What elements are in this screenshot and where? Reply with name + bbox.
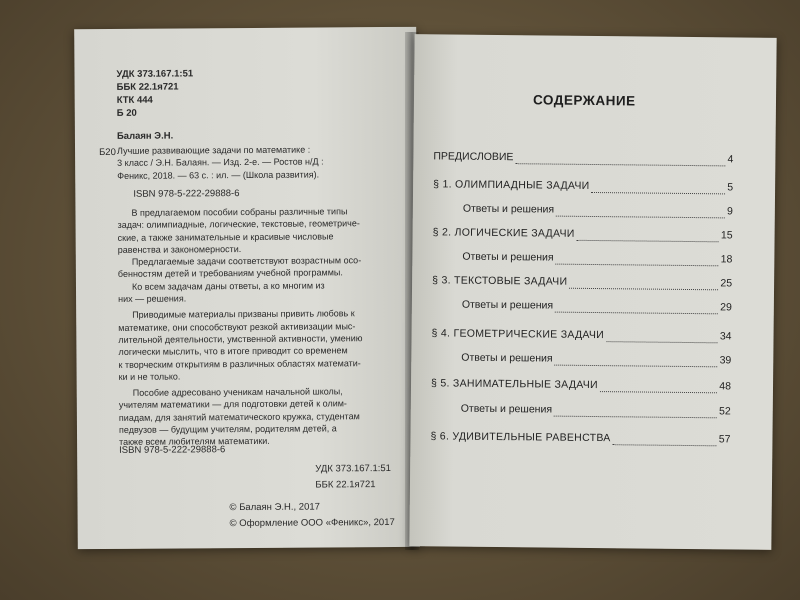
isbn-top: ISBN 978-5-222-29888-6 [133,188,240,200]
author-heading: Балаян Э.Н. [116,130,174,142]
annotation-line: лительной деятельности, умственной активности, умению [118,333,363,345]
toc-leader-dots [515,151,725,166]
annotation-line: пиадам, для занятий математического кружка, студентам [118,410,360,423]
toc-entry-page: 15 [720,229,733,242]
ktk-code: КТК 444 [116,94,153,106]
toc-entry-page: 48 [719,380,732,393]
toc-entry [432,298,732,315]
citation-line: Феникс, 2018. — 63 с. : ил. — (Школа развития). [117,169,320,181]
toc-leader-dots [606,329,717,343]
annotation-line: задач: олимпиадные, логические, текстовые, геометриче- [117,218,360,231]
udk-bottom: УДК 373.167.1:51 [315,462,391,475]
annotation-line: педвузов — будущим учителям, родителям детей, а [118,423,337,435]
toc-entry-label: Ответы и решения [461,298,554,312]
annotation-line: равенства и закономерности. [117,243,242,255]
toc-leader-dots [555,300,718,315]
toc-entry [433,226,733,243]
toc-entry [433,202,733,219]
toc-entry [431,402,731,419]
b20-marker: Б20 [99,146,116,159]
toc-entry-label: § 3. ТЕКСТОВЫЕ ЗАДАЧИ [432,274,568,288]
toc-entry [433,178,733,195]
toc-entry-page: 34 [719,330,732,343]
annotation-line: Ко всем задачам даны ответы, а ко многим из [131,280,325,292]
citation [117,143,324,181]
toc-entry [432,250,732,267]
toc-entry-label: Ответы и решения [462,202,555,216]
toc-entry-page: 52 [719,405,731,418]
toc-entry-label: § 5. ЗАНИМАТЕЛЬНЫЕ ЗАДАЧИ [430,377,598,392]
toc-entry [431,351,731,368]
right-page [409,34,776,550]
toc-entry-page: 5 [727,181,734,194]
copyright-author: © Балаян Э.Н., 2017 [229,501,320,514]
citation-line: Лучшие развивающие задачи по математике : [117,144,311,156]
toc-leader-dots [591,180,725,194]
toc-entry [431,377,731,394]
toc-entry-label: § 4. ГЕОМЕТРИЧЕСКИЕ ЗАДАЧИ [431,327,605,342]
annotation-line: бенностям детей и требованиям учебной программы. [117,267,343,280]
udk-code: УДК 373.167.1:51 [116,68,194,80]
left-page [74,27,420,549]
annotation [117,205,363,448]
toc-entry-label: § 6. УДИВИТЕЛЬНЫЕ РАВЕНСТВА [430,430,611,445]
toc-entry-page: 4 [727,153,734,166]
annotation-line: к творческим открытиям в различных областях математи- [118,357,361,370]
toc-leader-dots [555,252,718,267]
copyright-publisher: © Оформление ООО «Феникс», 2017 [229,516,395,530]
annotation-line: Предлагаемые задачи соответствуют возрастным осо- [131,255,362,267]
toc-entry [430,430,730,447]
toc-entry-label: § 1. ОЛИМПИАДНЫЕ ЗАДАЧИ [433,178,590,192]
toc-entry-page: 9 [726,205,733,218]
annotation-line: учителям математики — для подготовки детей к олим- [118,398,347,411]
toc-entry [431,327,731,344]
toc-leader-dots [569,276,718,291]
toc-leader-dots [556,204,725,219]
annotation-line: них — решения. [118,293,187,304]
toc-entry-label: § 2. ЛОГИЧЕСКИЕ ЗАДАЧИ [432,226,575,240]
toc-leader-dots [554,353,717,368]
toc-entry-page: 18 [720,253,733,266]
b20-code: Б 20 [116,107,137,119]
annotation-line: ки и не только. [118,371,181,382]
annotation-line: Приводимые материалы призваны привить любовь к [132,308,355,321]
toc-entry-label: Ответы и решения [462,250,554,264]
annotation-line: также всем любителям математики. [119,436,270,448]
toc-leader-dots [577,228,719,242]
toc-leader-dots [600,379,717,393]
toc-entry [433,150,733,167]
annotation-line: ские, а также занимательные и красивые числовые [117,230,334,243]
toc-entry-page: 57 [718,433,731,446]
toc-entry-label: Ответы и решения [461,351,553,365]
toc-leader-dots [612,432,716,446]
bbk-bottom: ББК 22.1я721 [315,479,376,491]
isbn-bottom: ISBN 978-5-222-29888-6 [119,444,226,456]
toc-entry [432,274,732,291]
annotation-line: Пособие адресовано ученикам начальной школы, [132,386,343,398]
bbk-code: ББК 22.1я721 [116,81,179,93]
toc-entry-page: 29 [720,301,732,314]
annotation-line: математике, они способствуют резкой активизации мыс- [118,320,356,333]
annotation-line: логически мыслить, что в итоге приводит со временем [118,345,348,358]
toc-entry-page: 39 [719,354,732,367]
toc-leader-dots [554,404,717,419]
annotation-line: В предлагаемом пособии собраны различные типы [131,206,348,218]
toc-entry-label: ПРЕДИСЛОВИЕ [433,150,514,164]
toc-entry-label: Ответы и решения [460,402,553,416]
toc-title: СОДЕРЖАНИЕ [532,92,636,109]
toc-entry-page: 25 [720,277,733,290]
citation-line: 3 класс / Э.Н. Балаян. — Изд. 2-е. — Ростов н/Д : [117,156,324,169]
